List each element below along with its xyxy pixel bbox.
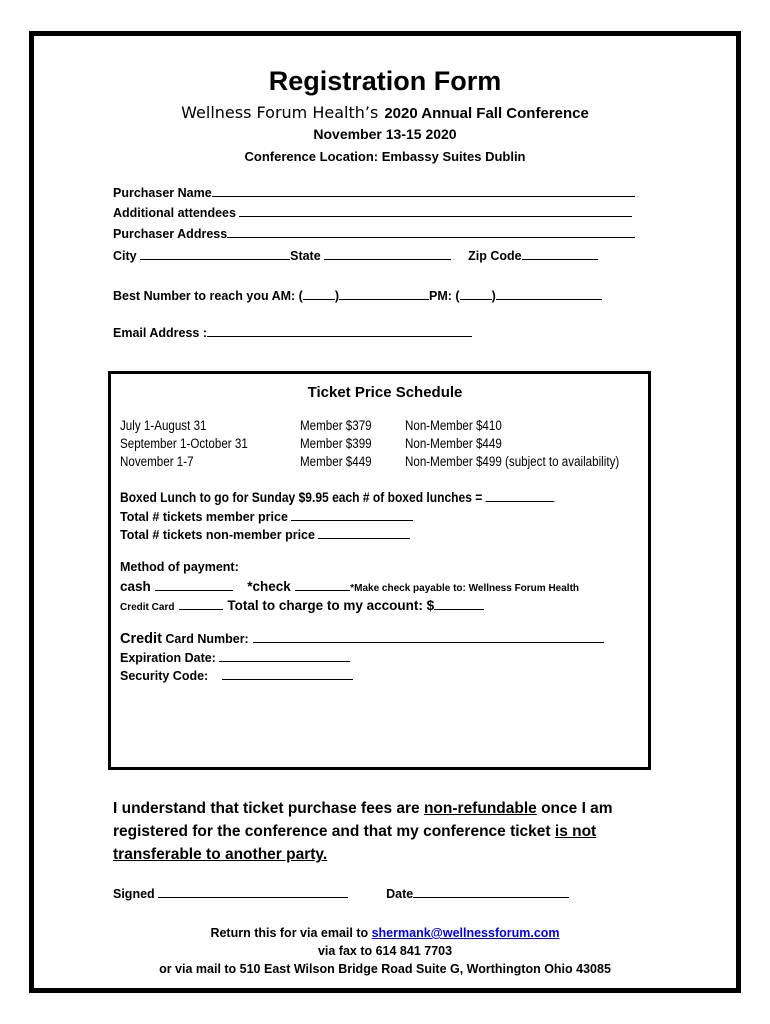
purchaser-name-field[interactable] [212,185,635,197]
schedule-nonmember-1: Non-Member $449 [405,436,502,451]
phone-pm-paren: ) [491,289,496,303]
phone-pm-label: PM: ( [429,289,460,303]
schedule-nonmember-0: Non-Member $410 [405,418,502,433]
schedule-period-1: September 1-October 31 [120,436,248,451]
signed-label: Signed [113,887,155,901]
phone-am-area-code-field[interactable] [303,288,335,300]
email-field[interactable] [207,325,472,337]
return-email-line [0,926,770,940]
check-field[interactable] [295,579,350,591]
security-code-field[interactable] [222,668,353,680]
purchaser-address-label: Purchaser Address [113,227,228,241]
cash-field[interactable] [155,579,233,591]
total-nonmember-label: Total # tickets non-member price [120,528,315,542]
schedule-period-0: July 1-August 31 [120,418,207,433]
schedule-member-2: Member $449 [300,454,372,469]
schedule-member-1: Member $399 [300,436,372,451]
state-label: State [290,249,321,263]
credit-card-label: Credit Card [120,602,175,613]
phone-am-number-field[interactable] [339,288,429,300]
security-code-label: Security Code: [120,669,209,683]
organization-name: Wellness Forum Health’s [181,103,379,122]
city-state-zip-row [113,248,598,263]
contact-email-link[interactable]: shermank@wellnessforum.com [371,926,560,940]
credit-card-row [120,597,484,615]
email-row [113,325,472,340]
phone-am-label: Best Number to reach you AM: ( [113,289,303,303]
purchaser-address-field[interactable] [227,226,635,238]
purchaser-address-row [113,226,635,241]
not-transferable-text: is not transferable to another party. [113,823,597,863]
purchaser-name-row [113,185,635,200]
city-label: City [113,249,137,263]
total-charge-field[interactable] [434,598,484,610]
ticket-schedule-title: Ticket Price Schedule [307,384,463,401]
phone-pm-number-field[interactable] [496,288,602,300]
city-field[interactable] [140,248,290,260]
terms-text-1: I understand that ticket purchase fees are [113,800,424,817]
date-label: Date [386,887,414,901]
card-number-label-prefix: Credit [120,631,162,647]
schedule-nonmember-2: Non-Member $499 (subject to availability) [405,454,620,469]
method-of-payment-label: Method of payment: [120,560,239,574]
cash-label: cash [120,579,151,594]
state-field[interactable] [324,248,451,260]
phone-am-paren: ) [334,289,340,303]
additional-attendees-row [113,205,632,220]
additional-attendees-field[interactable] [239,205,632,217]
conference-location: Conference Location: Embassy Suites Dublin [244,149,526,164]
total-nonmember-field[interactable] [318,527,410,539]
zip-field[interactable] [522,248,598,260]
boxed-lunch-label: Boxed Lunch to go for Sunday $9.95 each # of boxed lunches = [120,489,483,505]
phone-row [113,288,602,303]
signature-field[interactable] [158,886,348,898]
conference-name: 2020 Annual Fall Conference [384,105,589,122]
conference-heading [0,103,770,122]
form-title: Registration Form [268,66,502,96]
expiration-field[interactable] [219,650,350,662]
zip-label: Zip Code [468,249,522,263]
check-payable-note: *Make check payable to: Wellness Forum Health [350,583,580,594]
total-nonmember-row [120,527,410,542]
terms-text-2: once I am registered for the conference and that my conference ticket [113,800,613,840]
terms-statement [113,797,653,866]
check-label: *check [247,579,291,594]
card-number-field[interactable] [253,631,604,643]
additional-attendees-label: Additional attendees [113,206,236,220]
phone-pm-area-code-field[interactable] [460,288,492,300]
return-fax-line: via fax to 614 841 7703 [317,944,453,958]
boxed-lunch-row [120,489,554,505]
non-refundable-text: non-refundable [423,800,537,817]
total-member-field[interactable] [291,509,413,521]
credit-card-field[interactable] [179,598,223,610]
boxed-lunch-count-field[interactable] [486,490,555,502]
expiration-label: Expiration Date: [120,651,216,665]
return-email-label: Return this for via email to [210,926,372,940]
return-mail-line: or via mail to 510 East Wilson Bridge Road Suite G, Worthington Ohio 43085 [159,962,611,976]
total-member-row [120,509,413,524]
security-code-row [120,668,353,683]
card-number-label: Card Number: [161,632,249,646]
schedule-period-2: November 1-7 [120,454,194,469]
payment-options-row [120,578,579,596]
total-charge-label: Total to charge to my account: $ [227,598,435,613]
expiration-row [120,650,350,665]
total-member-label: Total # tickets member price [120,510,288,524]
conference-dates: November 13-15 2020 [313,126,457,142]
date-field[interactable] [413,886,569,898]
signature-row [113,886,569,901]
card-number-row [120,630,604,648]
purchaser-name-label: Purchaser Name [113,186,212,200]
email-label: Email Address : [113,326,208,340]
schedule-member-0: Member $379 [300,418,372,433]
